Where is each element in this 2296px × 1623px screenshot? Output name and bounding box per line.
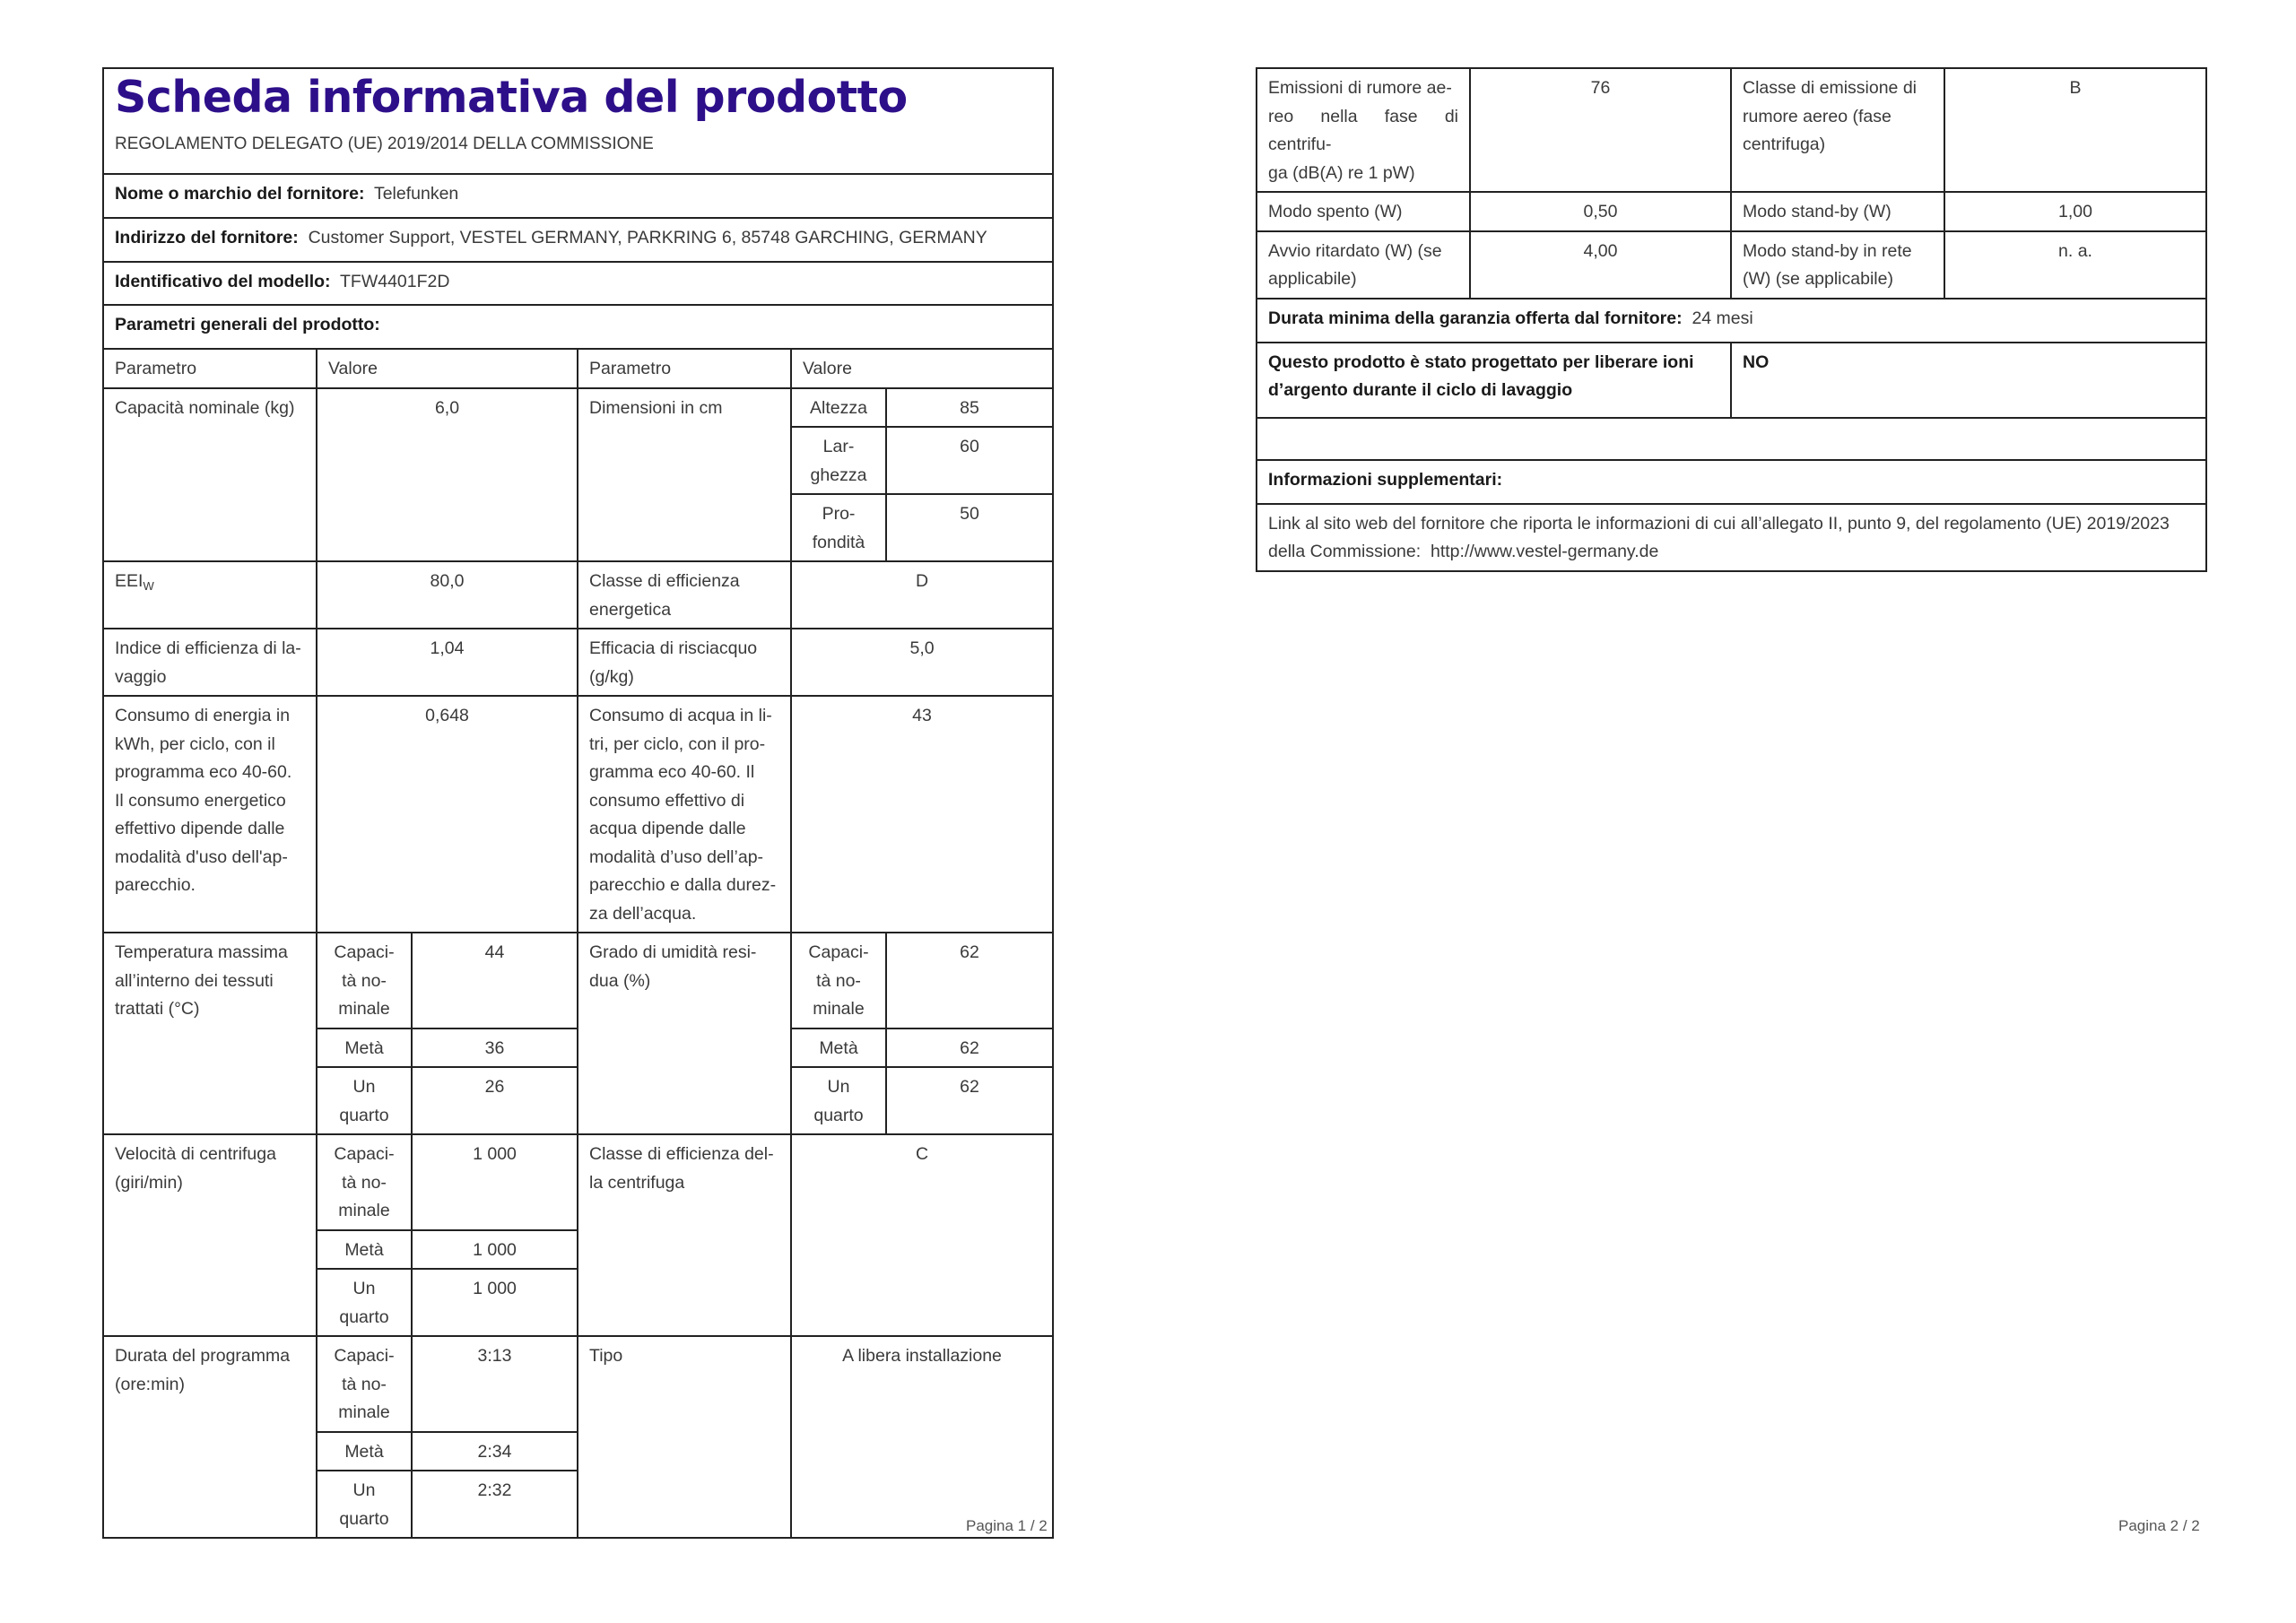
model-id-row	[103, 262, 1053, 305]
page-2-footer: Pagina 2 / 2	[2118, 1517, 2200, 1534]
moisture-half-value: 62	[886, 1028, 1053, 1068]
energy-consumption-label: Consumo di energia in kWh, per ciclo, con il programma eco 40-60. Il consumo energetico effettivo dipende dalle modalità d'uso dell'ap- parecchio.	[103, 696, 317, 933]
width-value: 60	[886, 427, 1053, 494]
page-title: Scheda informativa del prodotto	[115, 72, 908, 123]
eei-value: 80,0	[317, 561, 578, 629]
washing-index-value: 1,04	[317, 629, 578, 696]
duration-quarter-value: 2:32	[412, 1471, 578, 1538]
washing-index-label: Indice di efficienza di la- vaggio	[103, 629, 317, 696]
temp-quarter-value: 26	[412, 1067, 578, 1134]
standby-value: 1,00	[1944, 192, 2206, 231]
delay-start-value: 4,00	[1470, 231, 1731, 299]
spin-half-label: Metà	[317, 1230, 412, 1270]
moisture-quarter-value: 62	[886, 1067, 1053, 1134]
warranty-label: Durata minima della garanzia offerta dal fornitore:	[1268, 308, 1683, 328]
capacity-value: 6,0	[317, 388, 578, 562]
energy-consumption-value: 0,648	[317, 696, 578, 933]
energy-class-value: D	[791, 561, 1053, 629]
max-temp-label: Temperatura massima all’interno dei tessuti trattati (°C)	[103, 933, 317, 1134]
supplier-address-row	[103, 218, 1053, 262]
spin-quarter-value: 1 000	[412, 1269, 578, 1336]
regulation-subtitle: REGOLAMENTO DELEGATO (UE) 2019/2014 DELLA COMMISSIONE	[115, 135, 654, 153]
model-id-value: TFW4401F2D	[340, 272, 450, 291]
moisture-rated-value: 62	[886, 933, 1053, 1028]
link-row	[1257, 504, 2206, 571]
header-valore-1: Valore	[317, 349, 578, 388]
spin-class-label: Classe di efficienza del- la centrifuga	[578, 1134, 791, 1336]
width-label: Lar- ghezza	[791, 427, 886, 494]
header-parametro-1: Parametro	[103, 349, 317, 388]
moisture-rated-label: Capaci- tà no- minale	[791, 933, 886, 1028]
height-label: Altezza	[791, 388, 886, 428]
eei-label	[103, 561, 317, 629]
moisture-label: Grado di umidità resi- dua (%)	[578, 933, 791, 1134]
supplier-address-label: Indirizzo del fornitore:	[115, 228, 299, 247]
noise-label: Emissioni di rumore ae- reo nella fase di centrifu- ga (dB(A) re 1 pW)	[1257, 68, 1470, 192]
spin-rated-value: 1 000	[412, 1134, 578, 1230]
energy-class-label: Classe di efficienza energetica	[578, 561, 791, 629]
temp-quarter-label: Un quarto	[317, 1067, 412, 1134]
spin-speed-label: Velocità di centrifuga (giri/min)	[103, 1134, 317, 1336]
temp-rated-label: Capaci- tà no- minale	[317, 933, 412, 1028]
noise-class-value: B	[1944, 68, 2206, 192]
supplier-name-label: Nome o marchio del fornitore:	[115, 184, 365, 204]
type-label: Tipo	[578, 1336, 791, 1538]
general-params-heading: Parametri generali del prodotto:	[103, 305, 1053, 349]
supplier-name-value: Telefunken	[373, 184, 459, 204]
duration-half-value: 2:34	[412, 1432, 578, 1471]
header-valore-2: Valore	[791, 349, 1053, 388]
height-value: 85	[886, 388, 1053, 428]
moisture-quarter-label: Un quarto	[791, 1067, 886, 1134]
silver-ions-value: NO	[1731, 343, 2206, 418]
product-info-table-2	[1256, 67, 2207, 572]
eei-label-subscript: W	[143, 579, 154, 593]
moisture-half-label: Metà	[791, 1028, 886, 1068]
capacity-label: Capacità nominale (kg)	[103, 388, 317, 562]
off-mode-label: Modo spento (W)	[1257, 192, 1470, 231]
standby-label: Modo stand-by (W)	[1731, 192, 1944, 231]
depth-label: Pro- fondità	[791, 494, 886, 561]
temp-rated-value: 44	[412, 933, 578, 1028]
page-2	[1256, 67, 2207, 572]
networked-standby-label: Modo stand-by in rete (W) (se applicabile)	[1731, 231, 1944, 299]
link-label: Link al sito web del fornitore che riporta le informazioni di cui all’allegato II, punto 9, del regolamento (UE) 2019/2023 della Commissione:	[1268, 513, 2170, 561]
warranty-row	[1257, 299, 2206, 343]
supplier-website-link[interactable]: http://www.vestel-germany.de	[1431, 542, 1659, 561]
spin-rated-label: Capaci- tà no- minale	[317, 1134, 412, 1230]
spin-half-value: 1 000	[412, 1230, 578, 1270]
water-consumption-label: Consumo di acqua in li- tri, per ciclo, con il pro- gramma eco 40-60. Il consumo effettivo di acqua dipende dalle modalità d’uso dell’ap- parecchio e dalla durez- za dell’acqua.	[578, 696, 791, 933]
duration-rated-label: Capaci- tà no- minale	[317, 1336, 412, 1432]
program-duration-label: Durata del programma (ore:min)	[103, 1336, 317, 1538]
supplementary-heading: Informazioni supplementari:	[1257, 460, 2206, 504]
empty-row	[1257, 418, 2206, 460]
noise-value: 76	[1470, 68, 1731, 192]
type-value: A libera installazione	[791, 1336, 1053, 1538]
delay-start-label: Avvio ritardato (W) (se applicabile)	[1257, 231, 1470, 299]
silver-ions-label: Questo prodotto è stato progettato per liberare ioni d’argento durante il ciclo di lavaggio	[1257, 343, 1731, 418]
eei-label-text: EEI	[115, 571, 144, 591]
header-parametro-2: Parametro	[578, 349, 791, 388]
product-info-table	[102, 67, 1054, 1539]
duration-rated-value: 3:13	[412, 1336, 578, 1432]
temp-half-label: Metà	[317, 1028, 412, 1068]
dimensions-label: Dimensioni in cm	[578, 388, 791, 562]
warranty-value: 24 mesi	[1692, 308, 1753, 328]
supplier-address-value: Customer Support, VESTEL GERMANY, PARKRING 6, 85748 GARCHING, GERMANY	[308, 228, 987, 247]
rinsing-label: Efficacia di risciacquo (g/kg)	[578, 629, 791, 696]
spin-class-value: C	[791, 1134, 1053, 1336]
temp-half-value: 36	[412, 1028, 578, 1068]
depth-value: 50	[886, 494, 1053, 561]
duration-quarter-label: Un quarto	[317, 1471, 412, 1538]
supplier-name-row	[103, 174, 1053, 218]
model-id-label: Identificativo del modello:	[115, 272, 331, 291]
page-1	[102, 67, 1054, 1539]
header-cell	[103, 68, 1053, 174]
spin-quarter-label: Un quarto	[317, 1269, 412, 1336]
rinsing-value: 5,0	[791, 629, 1053, 696]
off-mode-value: 0,50	[1470, 192, 1731, 231]
noise-class-label: Classe di emissione di rumore aereo (fase centrifuga)	[1731, 68, 1944, 192]
water-consumption-value: 43	[791, 696, 1053, 933]
duration-half-label: Metà	[317, 1432, 412, 1471]
networked-standby-value: n. a.	[1944, 231, 2206, 299]
page-1-footer: Pagina 1 / 2	[966, 1517, 1048, 1534]
